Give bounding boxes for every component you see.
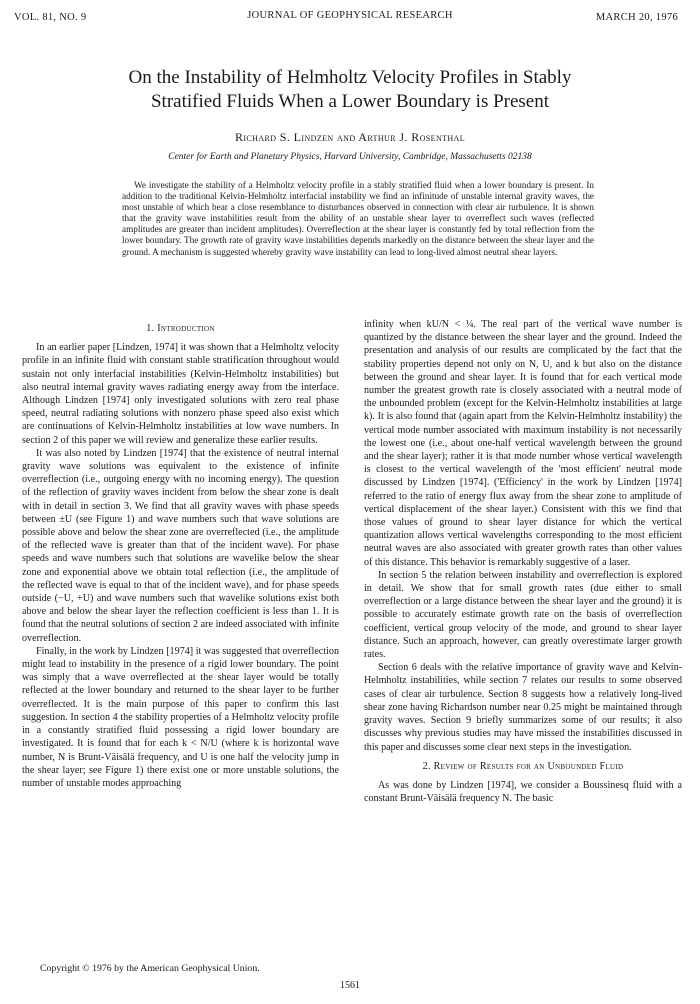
title-line-2: Stratified Fluids When a Lower Boundary is Present [150,91,550,112]
copyright-notice: Copyright © 1976 by the American Geophysical Union. [40,963,260,974]
paragraph: infinity when kU/N < ¼. The real part of the vertical wave number is quantized by the distance between the shear layer and the ground. Indeed the presentation and analysis of our results are complicated by the fact that the stability properties depend not only on N, U, and k but also on the distance between the ground and shear layer. It is found that for each vertical mode number the greatest growth rate is closely associated with a neutral mode of the unbounded problem (except for the Kelvin-Helmholtz instabilities at large k). It is also found that (again apart from the Kelvin-Helmholtz instability) the vertical mode number associated with maximum instability is not necessarily the lowest one (i.e., about one-half vertical wavelength between the ground and the shear layer); rather it is that mode number whose vertical wavelength is closest to the vertical wavelength of the 'most efficient' neutral mode discussed by Lindzen [1974]. ('Efficiency' in the work by Lindzen [1974] referred to the ratio of energy flux away from the shear zone to amplitude of vertical displacement of the shear layer.) Consistent with this we find that those values of ground to shear layer distance for which the vertical quantization allows vertical wavelengths corresponding to the most efficient neutral waves are also associated with greater growth rates than other values of this distance. This behavior is remarkably suggestive of a laser. [364,319,682,568]
paragraph: Section 6 deals with the relative importance of gravity wave and Kelvin-Helmholtz instabilities, while section 7 relates our results to some observed cases of clear air turbulence. Section 8 suggests how a relatively long-lived shear zone having Richardson number near 0.25 might be maintained through gravity waves. Section 9 briefly summarizes some of our results; it also discusses why previous studies may have missed the instabilities discussed in this paper and discusses some clear next steps in the investigation. [364,662,682,753]
abstract: We investigate the stability of a Helmholtz velocity profile in a stably stratified fluid when a lower boundary is present. In addition to the traditional Kelvin-Helmholtz interfacial instability we find an infinitude of unstable internal gravity waves, the most unstable of which bear a close resemblance to disturbances observed in connection with clear air turbulence. It is shown that the gravity wave instabilities result from the ability of an unstable shear layer to overreflect such waves (reflected amplitudes are greater than incident amplitudes). Overreflection at the shear layer is constantly fed by total reflection from the lower boundary. The growth rate of gravity wave instabilities depends markedly on the distance between the shear layer and the ground. A mechanism is suggested whereby gravity wave instability can lead to long-lived almost neutral shear layers. [122,180,594,257]
paragraph: In an earlier paper [Lindzen, 1974] it was shown that a Helmholtz velocity profile in an infinite fluid with constant stable stratification throughout would sustain not only interfacial instabilities (Kelvin-Helmholtz instabilities) but also neutral internal gravity waves radiating energy away from the interface. Although Lindzen [1974] only investigated solutions with zero real phase speed, neutral radiating solutions with nonzero phase speed also exist which are continuations of Kelvin-Helmholtz instabilities at low wave numbers. In section 2 of this paper we will review and generalize these earlier results. [22,342,339,446]
volume-label: VOL. 81, NO. 9 [14,12,87,23]
page-number: 1561 [340,980,360,991]
title-line-1: On the Instability of Helmholtz Velocity Profiles in Stably [128,67,572,88]
right-column [364,318,682,805]
paragraph: As was done by Lindzen [1974], we consider a Boussinesq fluid with a constant Brunt-Väisälä frequency N. The basic [364,779,682,805]
journal-name: JOURNAL OF GEOPHYSICAL RESEARCH [247,10,453,21]
paragraph: Finally, in the work by Lindzen [1974] it was suggested that overreflection might lead to instability in the presence of a rigid lower boundary. The point was simply that a wave overreflected at the shear layer would be totally reflected at the lower boundary and returned to the shear layer to be further overreflected. It is the main purpose of this paper to confirm this last suggestion. In section 4 the stability properties of a Helmholtz velocity profile in a constantly stratified fluid possessing a rigid lower boundary are investigated. It is found that for each k < N/U (where k is horizontal wave number, N is Brunt-Väisälä frequency, and U is one half the velocity jump in the shear layer; see Figure 1) there exist one or more unstable solutions, the number of unstable modes approaching [22,645,339,789]
paragraph: In section 5 the relation between instability and overreflection is explored in detail. We show that for small growth rates (due either to small overreflection or a large distance between the shear layer and the ground) it is possible to accurately estimate growth rate on the basis of overreflection coefficient, vertical group velocity of the mode, and ground to shear layer distance. Such an approach, however, can greatly overestimate larger growth rates. [364,569,682,661]
section-1-heading: 1. Introduction [146,323,215,334]
affiliation: Center for Earth and Planetary Physics, Harvard University, Cambridge, Massachusetts 02138 [168,152,532,162]
issue-date: MARCH 20, 1976 [595,12,678,23]
left-column [22,318,339,790]
section-2-heading: 2. Review of Results for an Unbounded Fluid [422,760,624,772]
paper-title [0,66,700,114]
paragraph: It was also noted by Lindzen [1974] that the existence of neutral internal gravity wave solutions was equivalent to the existence of infinite overreflection (i.e., outgoing energy with no incoming energy). The question of the reflection of gravity waves incident from below the shear zone is dealt with in detail in section 3. We find that all gravity waves with phase speeds between ±U (see Figure 1) and wave numbers such that wave solutions are possible above and below the shear zone are overreflected (i.e., the amplitude of the reflected wave is greater than that of the incident wave). For phase speeds and wave numbers such that solutions are wavelike below the shear zone and exponential above we obtain total reflection (i.e., the amplitude of the reflected wave is equal to that of the incident wave), and for phase speeds outside (−U, +U) and wave numbers such that wavelike solutions exist both above and below the shear layer the reflection coefficient is less than 1. It is found that the neutral solutions of section 2 are indeed associated with infinite overreflection. [22,447,339,644]
authors: Richard S. Lindzen and Arthur J. Rosenthal [234,130,466,144]
